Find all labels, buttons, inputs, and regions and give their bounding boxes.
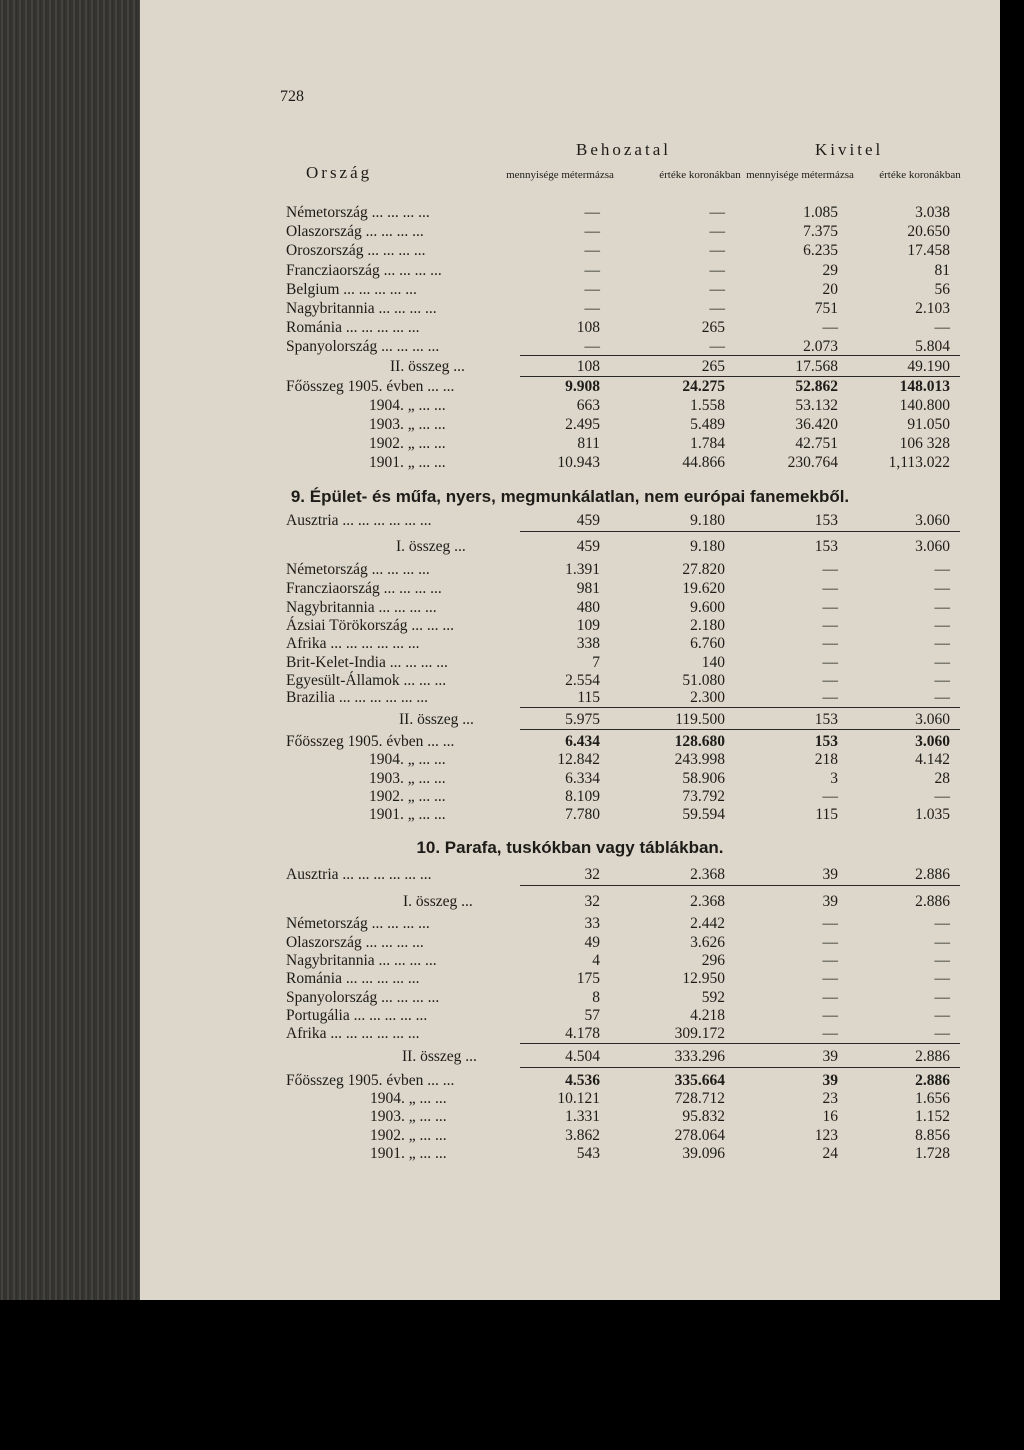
table-row bbox=[140, 1025, 1000, 1045]
total-row bbox=[140, 893, 1000, 913]
col2-value: 140 bbox=[701, 654, 725, 671]
col2-value: 1.558 bbox=[690, 397, 725, 414]
col2-value: 73.792 bbox=[682, 788, 725, 805]
col2-value: 9.600 bbox=[690, 599, 725, 616]
row-label: Olaszország ... ... ... ... bbox=[286, 223, 424, 240]
col3-value: — bbox=[822, 915, 838, 932]
table-row bbox=[140, 561, 1000, 581]
col3-value: 230.764 bbox=[787, 454, 838, 471]
col3-value: 52.862 bbox=[795, 378, 838, 395]
col4-value: 4.142 bbox=[915, 751, 950, 768]
col4-value: 148.013 bbox=[899, 378, 950, 395]
col2-value: — bbox=[709, 242, 725, 259]
col3-value: 153 bbox=[814, 733, 838, 750]
col2-value: 44.866 bbox=[682, 454, 725, 471]
col1-value: 49 bbox=[584, 934, 600, 951]
col1-value: 8 bbox=[592, 989, 600, 1006]
col4-value: — bbox=[934, 1025, 950, 1042]
total-row bbox=[140, 711, 1000, 731]
row-label: Afrika ... ... ... ... ... ... bbox=[286, 635, 420, 652]
table-row bbox=[140, 262, 1000, 282]
col4-value: — bbox=[934, 989, 950, 1006]
col4-value: — bbox=[934, 952, 950, 969]
col3-value: — bbox=[822, 689, 838, 706]
col2-value: 333.296 bbox=[674, 1048, 725, 1065]
total-row bbox=[140, 358, 1000, 378]
col2-value: 128.680 bbox=[674, 733, 725, 750]
sum-line bbox=[520, 531, 960, 532]
col3-value: 3 bbox=[830, 770, 838, 787]
col4-value: 2.886 bbox=[915, 1048, 950, 1065]
col4-value: — bbox=[934, 672, 950, 689]
year-row bbox=[140, 770, 1000, 790]
row-label: Főösszeg 1905. évben ... ... bbox=[286, 1072, 455, 1089]
col3-value: — bbox=[822, 654, 838, 671]
col1-value: 32 bbox=[584, 866, 600, 883]
col1-value: 6.434 bbox=[565, 733, 600, 750]
col3-value: — bbox=[822, 319, 838, 336]
col3-value: 20 bbox=[822, 281, 838, 298]
grand-total-row bbox=[140, 733, 1000, 753]
col2-value: 51.080 bbox=[682, 672, 725, 689]
col3-value: 218 bbox=[814, 751, 838, 768]
col1-value: 4.536 bbox=[565, 1072, 600, 1089]
col2-value: 9.180 bbox=[690, 538, 725, 555]
col1-value: — bbox=[584, 281, 600, 298]
row-label: Ausztria ... ... ... ... ... ... bbox=[286, 512, 432, 529]
header-col4: értéke koronákban bbox=[879, 169, 961, 181]
col4-value: 91.050 bbox=[907, 416, 950, 433]
row-label: I. összeg ... bbox=[396, 538, 466, 555]
col1-value: 10.943 bbox=[557, 454, 600, 471]
sum-line bbox=[520, 376, 960, 377]
col4-value: — bbox=[934, 561, 950, 578]
col2-value: 309.172 bbox=[674, 1025, 725, 1042]
col3-value: — bbox=[822, 934, 838, 951]
row-label: Főösszeg 1905. évben ... ... bbox=[286, 733, 455, 750]
col2-value: 4.218 bbox=[690, 1007, 725, 1024]
col2-value: 1.784 bbox=[690, 435, 725, 452]
table-row bbox=[140, 915, 1000, 935]
col4-value: 28 bbox=[934, 770, 950, 787]
sum-line bbox=[520, 1067, 960, 1068]
col4-value: 5.804 bbox=[915, 338, 950, 355]
header-orszag: Ország bbox=[306, 163, 373, 182]
col1-value: 4.504 bbox=[565, 1048, 600, 1065]
row-label: 1902. „ ... ... bbox=[370, 1127, 447, 1144]
col2-value: — bbox=[709, 338, 725, 355]
row-label: II. összeg ... bbox=[399, 711, 474, 728]
col3-value: 23 bbox=[822, 1090, 838, 1107]
col4-value: 2.886 bbox=[915, 893, 950, 910]
col1-value: 2.495 bbox=[565, 416, 600, 433]
col2-value: 728.712 bbox=[674, 1090, 725, 1107]
col4-value: 17.458 bbox=[907, 242, 950, 259]
book-page bbox=[140, 0, 1000, 1300]
col2-value: 6.760 bbox=[690, 635, 725, 652]
col2-value: — bbox=[709, 262, 725, 279]
col2-value: 2.368 bbox=[690, 866, 725, 883]
col4-value: 8.856 bbox=[915, 1127, 950, 1144]
col4-value: 1,113.022 bbox=[888, 454, 950, 471]
col4-value: — bbox=[934, 635, 950, 652]
col3-value: — bbox=[822, 970, 838, 987]
row-label: Egyesült-Államok ... ... ... bbox=[286, 672, 447, 689]
col4-value: 1.656 bbox=[915, 1090, 950, 1107]
col4-value: 20.650 bbox=[907, 223, 950, 240]
col2-value: 2.442 bbox=[690, 915, 725, 932]
table-row bbox=[140, 204, 1000, 224]
sum-line bbox=[520, 885, 960, 886]
row-label: 1903. „ ... ... bbox=[370, 1108, 447, 1125]
col1-value: 338 bbox=[576, 635, 600, 652]
col1-value: 115 bbox=[577, 689, 600, 706]
book-page-edges bbox=[0, 0, 150, 1300]
col4-value: — bbox=[934, 599, 950, 616]
row-label: 1903. „ ... ... bbox=[369, 770, 446, 787]
col3-value: 39 bbox=[822, 1048, 838, 1065]
col2-value: 2.180 bbox=[690, 617, 725, 634]
row-label: Brit-Kelet-India ... ... ... ... bbox=[286, 654, 448, 671]
col3-value: 36.420 bbox=[795, 416, 838, 433]
table-row bbox=[140, 242, 1000, 262]
row-label: 1903. „ ... ... bbox=[369, 416, 446, 433]
col1-value: — bbox=[584, 300, 600, 317]
table-row bbox=[140, 512, 1000, 532]
col1-value: 10.121 bbox=[557, 1090, 600, 1107]
col4-value: 106 328 bbox=[899, 435, 950, 452]
year-row bbox=[140, 1127, 1000, 1147]
col4-value: 3.060 bbox=[915, 711, 950, 728]
header-col1: mennyisége métermázsa bbox=[506, 169, 614, 181]
col3-value: — bbox=[822, 1025, 838, 1042]
col3-value: — bbox=[822, 1007, 838, 1024]
row-label: 1901. „ ... ... bbox=[369, 806, 446, 823]
col4-value: 2.103 bbox=[915, 300, 950, 317]
scan-background bbox=[0, 1300, 1024, 1450]
col2-value: 592 bbox=[701, 989, 725, 1006]
col1-value: — bbox=[584, 338, 600, 355]
col2-value: — bbox=[709, 281, 725, 298]
year-row bbox=[140, 416, 1000, 436]
col1-value: 459 bbox=[576, 512, 600, 529]
row-label: Ausztria ... ... ... ... ... ... bbox=[286, 866, 432, 883]
col3-value: 115 bbox=[815, 806, 838, 823]
col4-value: 140.800 bbox=[899, 397, 950, 414]
col3-value: — bbox=[822, 561, 838, 578]
row-label: Belgium ... ... ... ... ... bbox=[286, 281, 417, 298]
col1-value: 5.975 bbox=[565, 711, 600, 728]
col4-value: 1.152 bbox=[915, 1108, 950, 1125]
col1-value: 811 bbox=[577, 435, 600, 452]
table-row bbox=[140, 580, 1000, 600]
col2-value: 59.594 bbox=[682, 806, 725, 823]
col2-value: 265 bbox=[701, 319, 725, 336]
table-row bbox=[140, 1007, 1000, 1027]
col4-value: 3.060 bbox=[915, 538, 950, 555]
grand-total-row bbox=[140, 378, 1000, 398]
col2-value: 19.620 bbox=[682, 580, 725, 597]
sum-line bbox=[520, 729, 960, 730]
row-label: Románia ... ... ... ... ... bbox=[286, 319, 420, 336]
col1-value: 480 bbox=[576, 599, 600, 616]
year-row bbox=[140, 435, 1000, 455]
col3-value: — bbox=[822, 788, 838, 805]
col3-value: — bbox=[822, 599, 838, 616]
col3-value: 16 bbox=[822, 1108, 838, 1125]
col3-value: 17.568 bbox=[795, 358, 838, 375]
col4-value: — bbox=[934, 934, 950, 951]
table-row bbox=[140, 599, 1000, 619]
col3-value: 42.751 bbox=[795, 435, 838, 452]
col2-value: 2.300 bbox=[690, 689, 725, 706]
col1-value: — bbox=[584, 262, 600, 279]
col2-value: 39.096 bbox=[682, 1145, 725, 1162]
col3-value: — bbox=[822, 580, 838, 597]
row-label: Brazilia ... ... ... ... ... ... bbox=[286, 689, 429, 706]
col1-value: — bbox=[584, 242, 600, 259]
table-row bbox=[140, 300, 1000, 320]
col1-value: 981 bbox=[576, 580, 600, 597]
header-kivitel: Kivitel bbox=[815, 140, 884, 159]
col2-value: — bbox=[709, 204, 725, 221]
col4-value: 49.190 bbox=[907, 358, 950, 375]
row-label: Ázsiai Törökország ... ... ... bbox=[286, 617, 455, 634]
sum-line bbox=[520, 355, 960, 356]
col1-value: — bbox=[584, 204, 600, 221]
row-label: 1904. „ ... ... bbox=[369, 751, 446, 768]
col4-value: 1.035 bbox=[915, 806, 950, 823]
col3-value: 7.375 bbox=[803, 223, 838, 240]
col1-value: 663 bbox=[576, 397, 600, 414]
row-label: I. összeg ... bbox=[403, 893, 473, 910]
col1-value: 175 bbox=[576, 970, 600, 987]
col2-value: 243.998 bbox=[674, 751, 725, 768]
col1-value: 4 bbox=[592, 952, 600, 969]
col3-value: 39 bbox=[822, 893, 838, 910]
col3-value: 39 bbox=[822, 1072, 838, 1089]
col1-value: 7 bbox=[592, 654, 600, 671]
table-row bbox=[140, 952, 1000, 972]
row-label: Spanyolország ... ... ... ... bbox=[286, 338, 440, 355]
col3-value: — bbox=[822, 617, 838, 634]
col3-value: 153 bbox=[814, 512, 838, 529]
col1-value: 3.862 bbox=[565, 1127, 600, 1144]
row-label: Főösszeg 1905. évben ... ... bbox=[286, 378, 455, 395]
table-row bbox=[140, 635, 1000, 655]
row-label: II. összeg ... bbox=[390, 358, 465, 375]
col4-value: 3.060 bbox=[915, 733, 950, 750]
header-col2: értéke koronákban bbox=[659, 169, 741, 181]
col3-value: — bbox=[822, 952, 838, 969]
col4-value: 56 bbox=[934, 281, 950, 298]
row-label: Francziaország ... ... ... ... bbox=[286, 580, 442, 597]
row-label: 1904. „ ... ... bbox=[370, 1090, 447, 1107]
col3-value: 2.073 bbox=[803, 338, 838, 355]
row-label: Románia ... ... ... ... ... bbox=[286, 970, 420, 987]
col4-value: — bbox=[934, 915, 950, 932]
year-row bbox=[140, 397, 1000, 417]
header-col3: mennyisége métermázsa bbox=[746, 169, 854, 181]
col1-value: 8.109 bbox=[565, 788, 600, 805]
col3-value: — bbox=[822, 635, 838, 652]
sum-line bbox=[520, 1043, 960, 1044]
row-label: 1901. „ ... ... bbox=[369, 454, 446, 471]
row-label: Portugália ... ... ... ... ... bbox=[286, 1007, 428, 1024]
col3-value: 123 bbox=[814, 1127, 838, 1144]
col2-value: 296 bbox=[701, 952, 725, 969]
section-title: 9. Épület- és műfa, nyers, megmunkálatlan, nem európai fanemekből. bbox=[290, 487, 850, 506]
col4-value: — bbox=[934, 319, 950, 336]
col4-value: — bbox=[934, 580, 950, 597]
col4-value: — bbox=[934, 617, 950, 634]
col1-value: 7.780 bbox=[565, 806, 600, 823]
row-label: Nagybritannia ... ... ... ... bbox=[286, 952, 437, 969]
col1-value: 12.842 bbox=[557, 751, 600, 768]
section-title: 10. Parafa, tuskókban vagy táblákban. bbox=[416, 838, 724, 857]
table-row bbox=[140, 970, 1000, 990]
col2-value: 2.368 bbox=[690, 893, 725, 910]
table-row bbox=[140, 934, 1000, 954]
col4-value: 3.038 bbox=[915, 204, 950, 221]
table-row bbox=[140, 281, 1000, 301]
col2-value: 5.489 bbox=[690, 416, 725, 433]
col1-value: 1.331 bbox=[565, 1108, 600, 1125]
col4-value: — bbox=[934, 654, 950, 671]
row-label: II. összeg ... bbox=[402, 1048, 477, 1065]
col3-value: 53.132 bbox=[795, 397, 838, 414]
col2-value: — bbox=[709, 223, 725, 240]
col4-value: — bbox=[934, 788, 950, 805]
col2-value: 9.180 bbox=[690, 512, 725, 529]
col1-value: 4.178 bbox=[565, 1025, 600, 1042]
year-row bbox=[140, 1145, 1000, 1165]
year-row bbox=[140, 806, 1000, 826]
total-row bbox=[140, 538, 1000, 558]
col4-value: 2.886 bbox=[915, 1072, 950, 1089]
col1-value: 108 bbox=[576, 358, 600, 375]
col3-value: 153 bbox=[814, 538, 838, 555]
col4-value: 1.728 bbox=[915, 1145, 950, 1162]
col2-value: 335.664 bbox=[674, 1072, 725, 1089]
col2-value: 58.906 bbox=[682, 770, 725, 787]
col1-value: 543 bbox=[576, 1145, 600, 1162]
col1-value: 459 bbox=[576, 538, 600, 555]
row-label: 1902. „ ... ... bbox=[369, 435, 446, 452]
row-label: Németország ... ... ... ... bbox=[286, 204, 430, 221]
col2-value: — bbox=[709, 300, 725, 317]
table-row bbox=[140, 989, 1000, 1009]
col1-value: 32 bbox=[584, 893, 600, 910]
col1-value: 57 bbox=[584, 1007, 600, 1024]
table-row bbox=[140, 866, 1000, 886]
col1-value: 108 bbox=[576, 319, 600, 336]
header-behozatal: Behozatal bbox=[576, 140, 671, 159]
row-label: Olaszország ... ... ... ... bbox=[286, 934, 424, 951]
table-row bbox=[140, 617, 1000, 637]
col4-value: — bbox=[934, 1007, 950, 1024]
page-number: 728 bbox=[280, 88, 304, 105]
col4-value: 81 bbox=[934, 262, 950, 279]
year-row bbox=[140, 751, 1000, 771]
row-label: Németország ... ... ... ... bbox=[286, 915, 430, 932]
row-label: 1902. „ ... ... bbox=[369, 788, 446, 805]
table-row bbox=[140, 654, 1000, 674]
row-label: Nagybritannia ... ... ... ... bbox=[286, 300, 437, 317]
grand-total-row bbox=[140, 1072, 1000, 1092]
col1-value: 33 bbox=[584, 915, 600, 932]
year-row bbox=[140, 788, 1000, 808]
col3-value: — bbox=[822, 672, 838, 689]
col3-value: — bbox=[822, 989, 838, 1006]
col3-value: 24 bbox=[822, 1145, 838, 1162]
col1-value: 6.334 bbox=[565, 770, 600, 787]
col3-value: 751 bbox=[814, 300, 838, 317]
col4-value: — bbox=[934, 689, 950, 706]
col3-value: 29 bbox=[822, 262, 838, 279]
year-row bbox=[140, 454, 1000, 474]
col2-value: 95.832 bbox=[682, 1108, 725, 1125]
col3-value: 1.085 bbox=[803, 204, 838, 221]
col1-value: 2.554 bbox=[565, 672, 600, 689]
row-label: Francziaország ... ... ... ... bbox=[286, 262, 442, 279]
row-label: 1901. „ ... ... bbox=[370, 1145, 447, 1162]
row-label: Nagybritannia ... ... ... ... bbox=[286, 599, 437, 616]
col4-value: 3.060 bbox=[915, 512, 950, 529]
col2-value: 278.064 bbox=[674, 1127, 725, 1144]
col2-value: 265 bbox=[701, 358, 725, 375]
row-label: Spanyolország ... ... ... ... bbox=[286, 989, 440, 1006]
table-row bbox=[140, 223, 1000, 243]
year-row bbox=[140, 1090, 1000, 1110]
col2-value: 119.500 bbox=[675, 711, 725, 728]
row-label: Afrika ... ... ... ... ... ... bbox=[286, 1025, 420, 1042]
col2-value: 3.626 bbox=[690, 934, 725, 951]
row-label: 1904. „ ... ... bbox=[369, 397, 446, 414]
col3-value: 153 bbox=[814, 711, 838, 728]
col3-value: 6.235 bbox=[803, 242, 838, 259]
col1-value: 9.908 bbox=[565, 378, 600, 395]
col2-value: 24.275 bbox=[682, 378, 725, 395]
col4-value: — bbox=[934, 970, 950, 987]
table-row bbox=[140, 319, 1000, 339]
col1-value: — bbox=[584, 223, 600, 240]
total-row bbox=[140, 1048, 1000, 1068]
col2-value: 27.820 bbox=[682, 561, 725, 578]
col3-value: 39 bbox=[822, 866, 838, 883]
col4-value: 2.886 bbox=[915, 866, 950, 883]
col1-value: 1.391 bbox=[565, 561, 600, 578]
col2-value: 12.950 bbox=[682, 970, 725, 987]
table-row bbox=[140, 689, 1000, 709]
year-row bbox=[140, 1108, 1000, 1128]
row-label: Oroszország ... ... ... ... bbox=[286, 242, 426, 259]
col1-value: 109 bbox=[576, 617, 600, 634]
sum-line bbox=[520, 707, 960, 708]
row-label: Németország ... ... ... ... bbox=[286, 561, 430, 578]
